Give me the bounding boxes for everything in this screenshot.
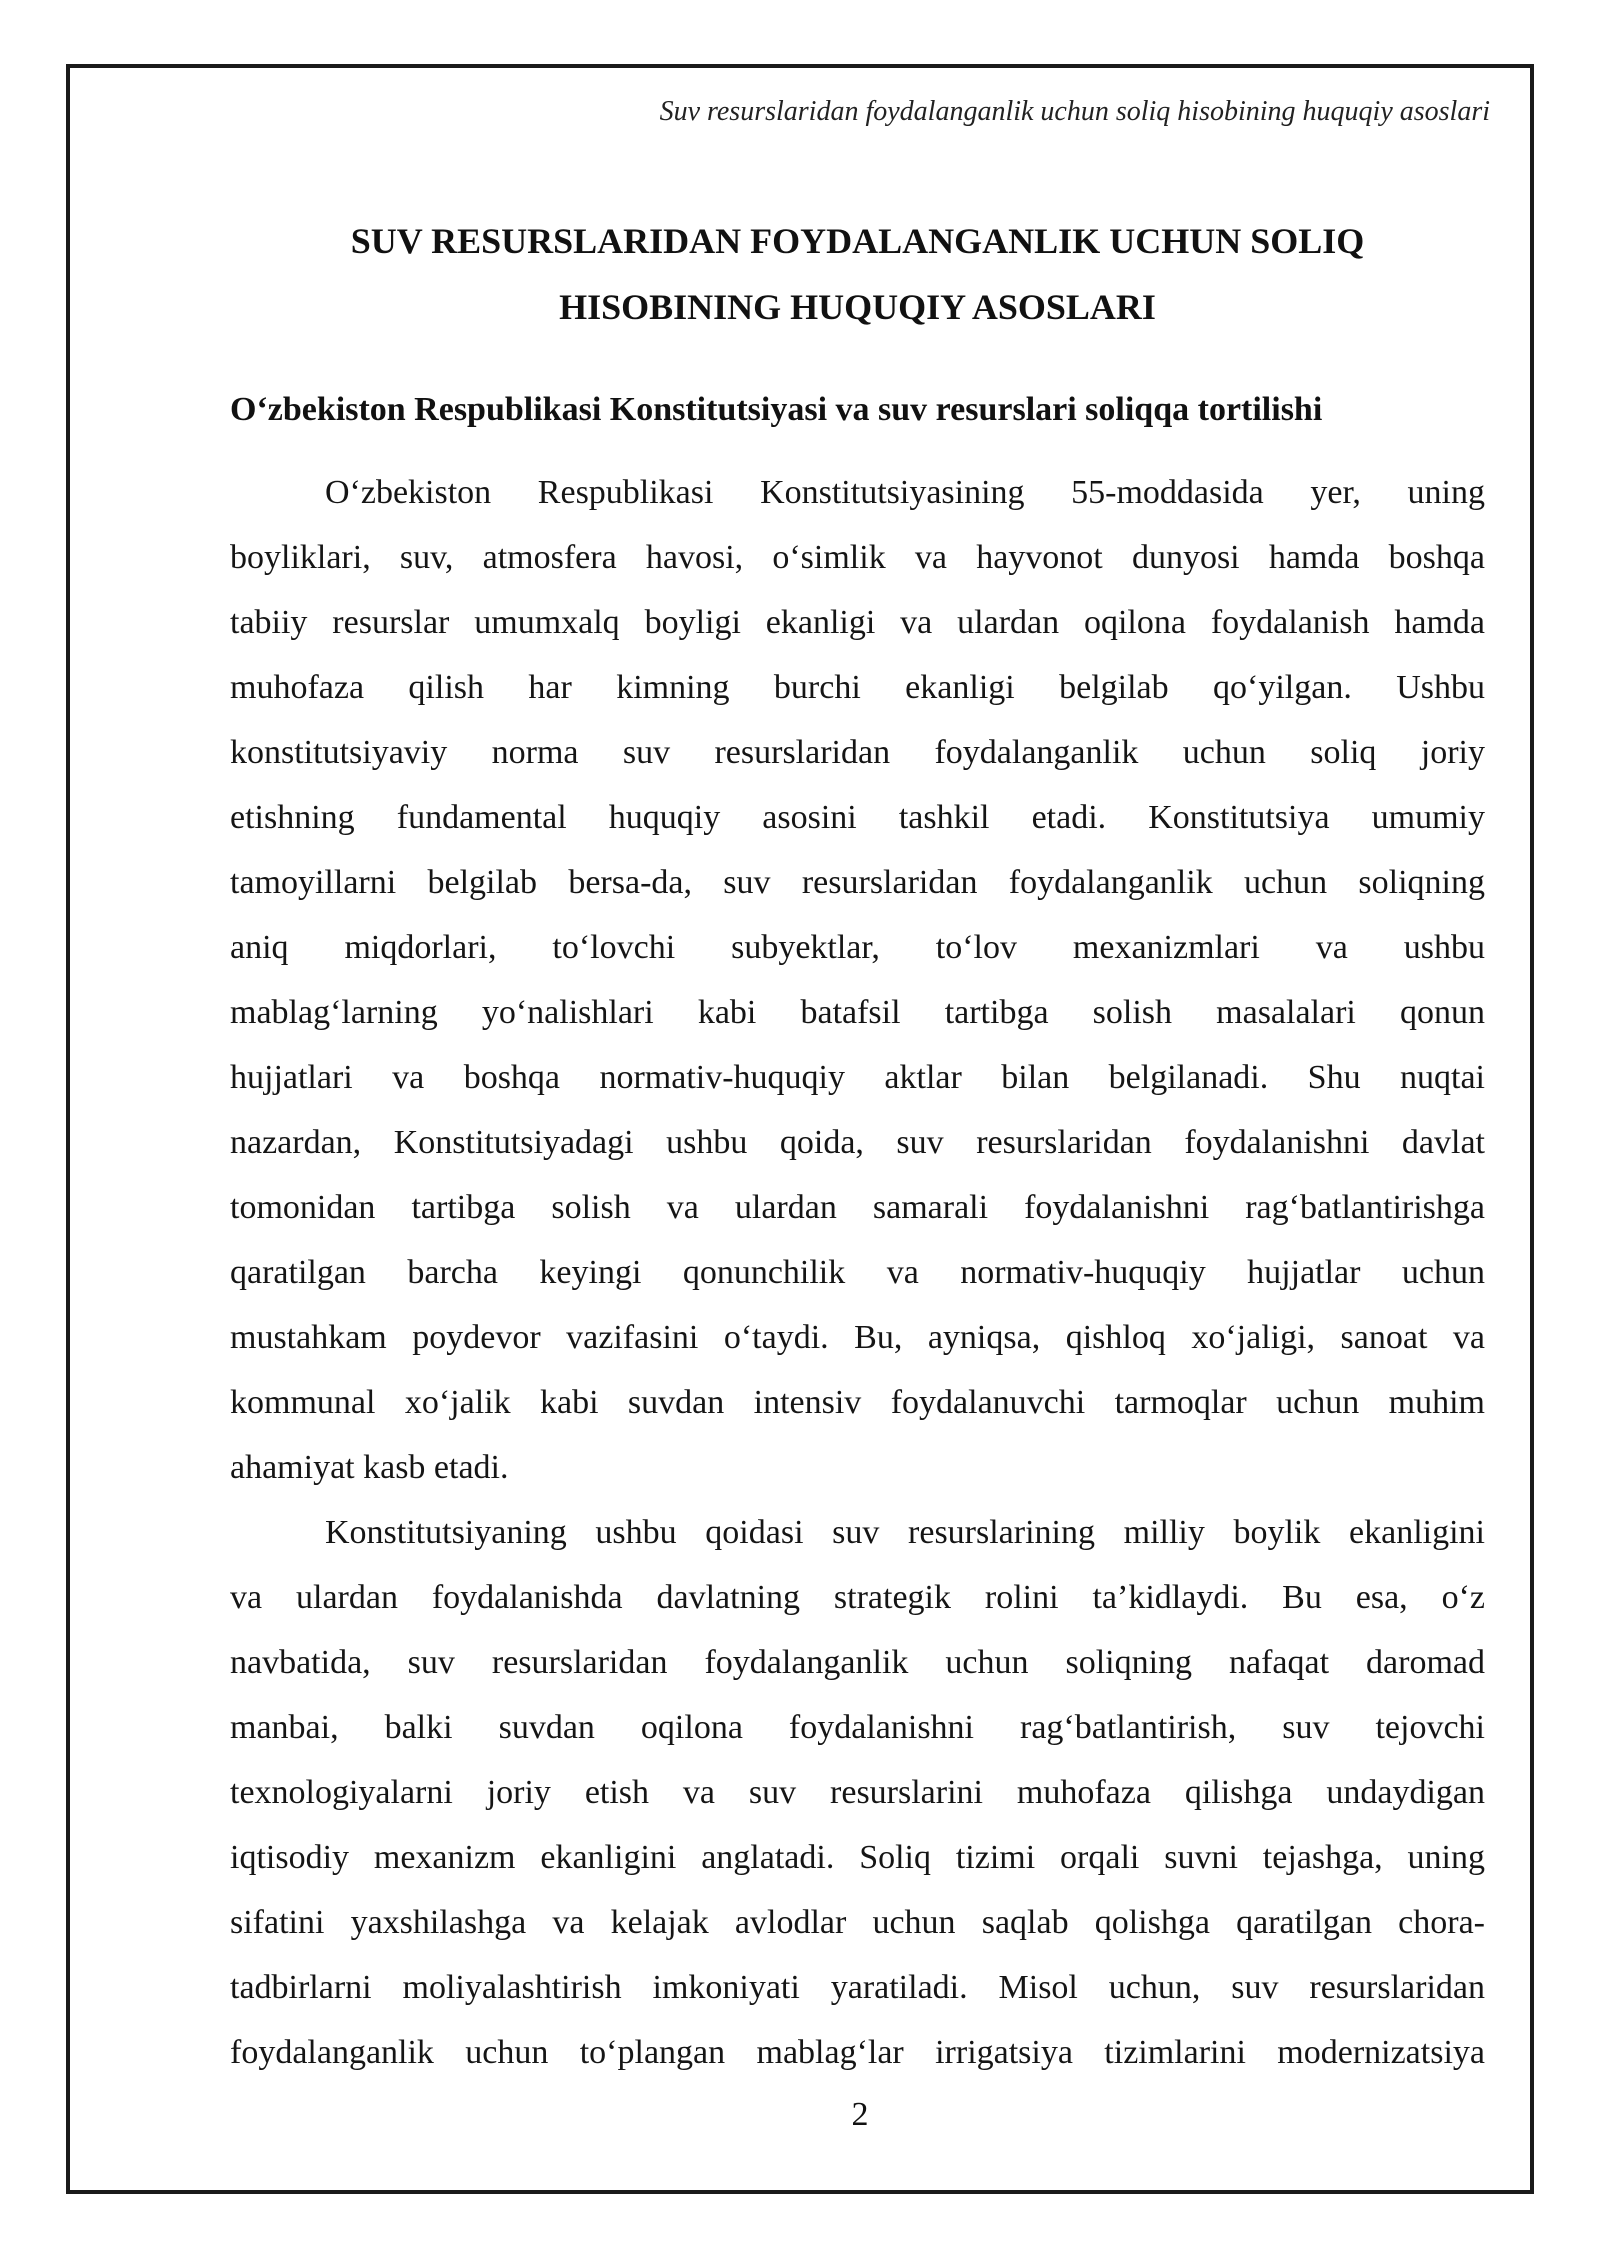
text-line: nazardan, Konstitutsiyadagi ushbu qoida, suv resurslaridan foydalanishni davlat <box>230 1124 1485 1161</box>
text-line: boyliklari, suv, atmosfera havosi, o‘simlik va hayvonot dunyosi hamda boshqa <box>230 539 1485 576</box>
paragraph-1 <box>230 468 1485 1508</box>
text-line: aniq miqdorlari, to‘lovchi subyektlar, to‘lov mexanizmlari va ushbu <box>230 929 1485 966</box>
text-line: hujjatlari va boshqa normativ-huquqiy aktlar bilan belgilanadi. Shu nuqtai <box>230 1059 1485 1096</box>
text-line: kommunal xo‘jalik kabi suvdan intensiv foydalanuvchi tarmoqlar uchun muhim <box>230 1384 1485 1421</box>
title-line: HISOBINING HUQUQIY ASOSLARI <box>559 287 1156 327</box>
text-line: tamoyillarni belgilab bersa-da, suv resurslaridan foydalanganlik uchun soliqning <box>230 864 1485 901</box>
text-line: foydalanganlik uchun to‘plangan mablag‘lar irrigatsiya tizimlarini modernizatsiya <box>230 2034 1485 2071</box>
text-line: iqtisodiy mexanizm ekanligini anglatadi. Soliq tizimi orqali suvni tejashga, uning <box>230 1839 1485 1876</box>
section-heading: O‘zbekiston Respublikasi Konstitutsiyasi va suv resurslari soliqqa tortilishi <box>230 391 1323 428</box>
text-line: konstitutsiyaviy norma suv resurslaridan foydalanganlik uchun soliq joriy <box>230 734 1485 771</box>
text-line: navbatida, suv resurslaridan foydalanganlik uchun soliqning nafaqat daromad <box>230 1644 1485 1681</box>
text-line: ahamiyat kasb etadi. <box>230 1449 509 1486</box>
running-header: Suv resurslaridan foydalanganlik uchun soliq hisobining huquqiy asoslari <box>659 96 1490 127</box>
text-line: O‘zbekiston Respublikasi Konstitutsiyasining 55-moddasida yer, uning <box>325 474 1485 511</box>
text-line: tabiiy resurslar umumxalq boyligi ekanligi va ulardan oqilona foydalanish hamda <box>230 604 1485 641</box>
text-line: manbai, balki suvdan oqilona foydalanishni rag‘batlantirish, suv tejovchi <box>230 1709 1485 1746</box>
text-line: qaratilgan barcha keyingi qonunchilik va normativ-huquqiy hujjatlar uchun <box>230 1254 1485 1291</box>
text-line: texnologiyalarni joriy etish va suv resurslarini muhofaza qilishga undaydigan <box>230 1774 1485 1811</box>
text-line: muhofaza qilish har kimning burchi ekanligi belgilab qo‘yilgan. Ushbu <box>230 669 1485 706</box>
paragraph-2 <box>230 1508 1485 2093</box>
text-line: Konstitutsiyaning ushbu qoidasi suv resurslarining milliy boylik ekanligini <box>325 1514 1485 1551</box>
body-text <box>230 468 1485 2093</box>
document-title <box>230 208 1485 340</box>
page-number: 2 <box>851 2096 869 2133</box>
text-line: etishning fundamental huquqiy asosini tashkil etadi. Konstitutsiya umumiy <box>230 799 1485 836</box>
text-line: mustahkam poydevor vazifasini o‘taydi. Bu, ayniqsa, qishloq xo‘jaligi, sanoat va <box>230 1319 1485 1356</box>
text-line: sifatini yaxshilashga va kelajak avlodlar uchun saqlab qolishga qaratilgan chora- <box>230 1904 1485 1941</box>
text-line: mablag‘larning yo‘nalishlari kabi batafsil tartibga solish masalalari qonun <box>230 994 1485 1031</box>
text-line: va ulardan foydalanishda davlatning strategik rolini ta’kidlaydi. Bu esa, o‘z <box>230 1579 1485 1616</box>
text-line: tomonidan tartibga solish va ulardan samarali foydalanishni rag‘batlantirishga <box>230 1189 1485 1226</box>
title-line: SUV RESURSLARIDAN FOYDALANGANLIK UCHUN SOLIQ <box>350 221 1365 261</box>
text-line: tadbirlarni moliyalashtirish imkoniyati yaratiladi. Misol uchun, suv resurslaridan <box>230 1969 1485 2006</box>
